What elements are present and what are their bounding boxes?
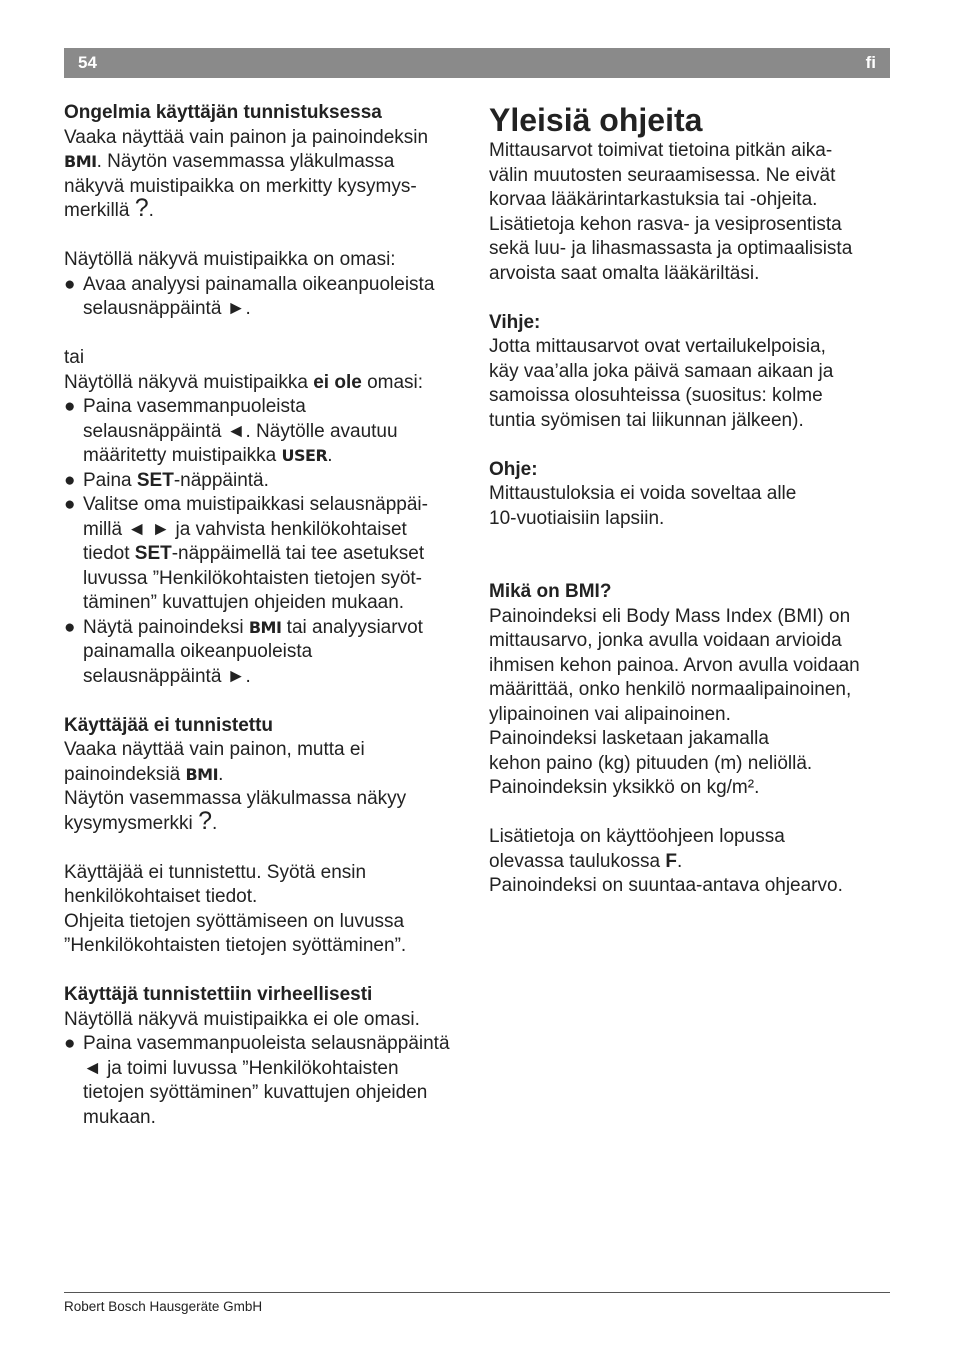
left-column [64,101,466,1130]
text-line: ylipainoinen vai alipainoinen. [489,703,731,725]
text-span: . [677,850,683,872]
text-line: näkyvä muistipaikka on merkitty kysymys- [64,175,417,197]
display-symbol-bmi: BMI [185,764,219,784]
text-line: korvaa lääkärintarkastuksia tai -ohjeita. [489,189,818,210]
bold-span: SET [134,543,172,564]
bullet-icon: ● [64,616,76,638]
text-line [489,850,890,875]
question-mark-icon: ? [198,806,212,835]
text-line: tai [64,347,85,368]
text-span: painoindeksiä [64,763,186,785]
text-span: Näytä painoindeksi [83,616,249,638]
text-line: määrittää, onko henkilö normaalipainoinen, [489,679,852,700]
bold-span: ei ole [313,371,362,393]
text-line: samoissa olosuhteissa (suositus: kolme [489,385,823,406]
text-line: kehon paino (kg) pituuden (m) neliöllä. [489,752,813,774]
page-number: 54 [78,53,97,72]
bullet-icon: ● [64,1033,76,1054]
bullet-list [64,273,466,322]
list-item [64,1032,466,1130]
text-line [64,150,466,175]
text-span: tiedot [83,543,135,564]
text-line [64,806,466,837]
text-span: Näytöllä näkyvä muistipaikka [64,371,314,393]
text-span: . [211,812,218,834]
list-item [64,395,466,469]
text-line: mittausarvo, jonka avulla voidaan arvioida [489,630,842,651]
tip-heading: Vihje: [489,311,541,333]
text-span: -näppäimellä tai tee asetukset [171,543,425,564]
text-line: Vaaka näyttää vain painon ja painoindeksin [64,126,429,148]
list-item [64,273,466,322]
text-line: ihmisen kehon painoa. Arvon avulla voidaan [489,654,860,676]
text-span: omasi: [361,371,424,393]
text-span: -näppäintä. [173,469,269,491]
bold-span: F [665,850,677,872]
text-span: . [218,763,224,785]
bullet-list [64,1032,466,1130]
text-span: tietojen syöttäminen” kuvattujen ohjeiden [83,1082,428,1103]
text-span: luvussa ”Henkilökohtaisten tietojen syöt- [83,567,423,589]
text-span: Avaa analyysi painamalla oikeanpuoleista [83,273,435,295]
bullet-icon: ● [64,494,76,515]
text-line: tuntia syömisen tai liikunnan jälkeen). [489,409,804,431]
bullet-list [64,395,466,689]
text-span: täminen” kuvattujen ohjeiden mukaan. [83,592,405,613]
text-line: Näytön vasemmassa yläkulmassa näkyy [64,788,407,809]
text-line: Lisätietoja kehon rasva- ja vesiprosentista [489,213,842,235]
text-line: Vaaka näyttää vain painon, mutta ei [64,739,365,760]
text-line: sekä luu- ja lihasmassasta ja optimaalisista [489,238,853,259]
bullet-icon: ● [64,469,76,491]
section-heading-user-not-identified: Käyttäjää ei tunnistettu [64,714,274,736]
display-symbol-bmi: BMI [64,152,97,171]
text-span: painamalla oikeanpuoleista [83,641,313,662]
text-line: 10-vuotiaisiin lapsiin. [489,507,665,529]
list-item [64,493,466,616]
text-span: selausnäppäintä ►. [83,665,251,687]
text-line: Käyttäjää ei tunnistettu. Syötä ensin [64,861,367,883]
section-heading-identification-problems: Ongelmia käyttäjän tunnistuksessa [64,102,382,123]
text-line: Painoindeksi on suuntaa-antava ohjearvo. [489,875,843,896]
text-line: Painoindeksi eli Body Mass Index (BMI) on [489,605,851,627]
text-span: Paina [83,469,137,491]
text-line: käy vaa’alla joka päivä samaan aikaan ja [489,360,834,382]
display-symbol-user: USER [281,446,328,465]
text-span: kysymysmerkki [64,812,199,834]
text-line: Näytöllä näkyvä muistipaikka ei ole omasi. [64,1008,420,1030]
language-code: fi [865,53,876,72]
text-span: Paina vasemmanpuoleista selausnäppäintä [83,1033,450,1054]
footer-divider [64,1292,890,1293]
text-line: henkilökohtaiset tiedot. [64,886,258,907]
note-heading: Ohje: [489,458,538,480]
text-line: Painoindeksin yksikkö on kg/m². [489,777,760,798]
text-line: Ohjeita tietojen syöttämiseen on luvussa [64,910,405,932]
text-span: Valitse oma muistipaikkasi selausnäppäi- [83,494,428,515]
text-span: selausnäppäintä ◄. Näytölle avautuu [83,420,398,442]
footer-company: Robert Bosch Hausgeräte GmbH [64,1299,263,1314]
text-span: olevassa taulukossa [489,850,666,872]
text-span: millä ◄ ► ja vahvista henkilökohtaiset [83,518,407,540]
right-column [489,101,890,899]
bullet-icon: ● [64,396,76,417]
bullet-icon: ● [64,273,76,295]
page-header-bar [64,48,890,78]
text-line: Mittaustuloksia ei voida soveltaa alle [489,483,797,504]
question-mark-icon: ? [134,194,149,222]
text-line: ”Henkilökohtaisten tietojen syöttäminen”. [64,935,407,956]
text-line [64,763,466,788]
text-span: määritetty muistipaikka [83,445,282,466]
text-line: arvoista saat omalta lääkäriltäsi. [489,262,760,284]
text-span: mukaan. [83,1106,156,1128]
list-item [64,469,466,494]
bold-span: SET [136,469,174,491]
text-line [64,371,466,396]
text-span: . [148,200,154,221]
display-symbol-bmi: BMI [248,617,282,637]
text-span: tai analyysiarvot [281,616,423,638]
text-line: Lisätietoja on käyttöohjeen lopussa [489,826,785,847]
page-title: Yleisiä ohjeita [489,102,703,138]
list-item [64,616,466,690]
text-span: . Näytön vasemmassa yläkulmassa [96,151,395,172]
bmi-heading: Mikä on BMI? [489,581,612,602]
text-line: Mittausarvot toimivat tietoina pitkän aika- [489,140,833,161]
text-span: ◄ ja toimi luvussa ”Henkilökohtaisten [83,1057,399,1079]
text-line [64,194,466,224]
text-span: . [327,445,333,466]
section-heading-user-misidentified: Käyttäjä tunnistettiin virheellisesti [64,984,373,1005]
text-line: Painoindeksi lasketaan jakamalla [489,728,769,749]
text-span: merkillä [64,200,135,221]
text-line: Näytöllä näkyvä muistipaikka on omasi: [64,249,396,270]
text-span: selausnäppäintä ►. [83,298,251,319]
text-span: Paina vasemmanpuoleista [83,396,306,417]
text-line: Jotta mittausarvot ovat vertailukelpoisia, [489,336,826,357]
text-line: välin muutosten seuraamisessa. Ne eivät [489,164,836,186]
